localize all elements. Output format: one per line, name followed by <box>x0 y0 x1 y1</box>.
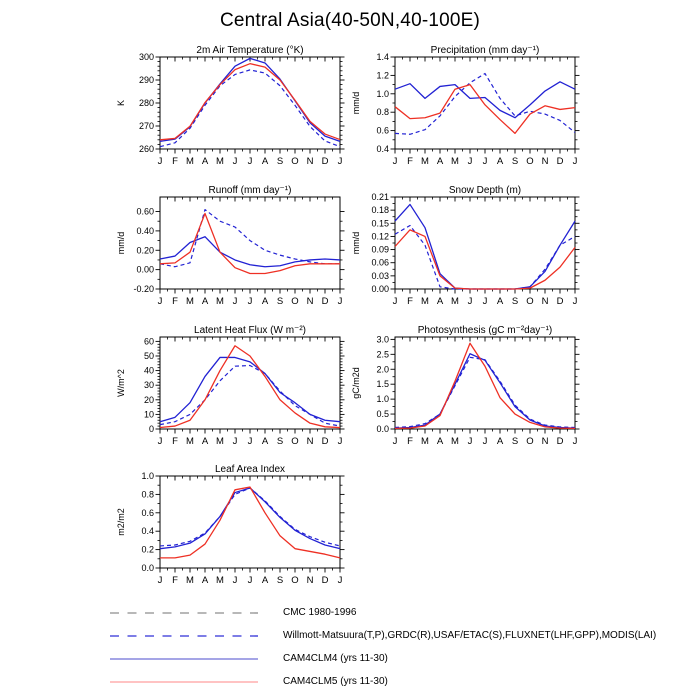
y-tick-label: 0.4 <box>141 526 154 537</box>
y-tick-label: 1.4 <box>376 52 389 62</box>
x-tick-label: J <box>482 436 488 447</box>
y-axis-label: mm/d <box>351 91 361 115</box>
x-tick-label: D <box>321 296 329 307</box>
series-cam4clm4 <box>160 357 340 421</box>
x-tick-label: S <box>511 436 519 447</box>
x-tick-label: J <box>232 296 238 307</box>
series-observations <box>160 365 340 426</box>
chart-title: 2m Air Temperature (°K) <box>196 45 304 56</box>
x-tick-label: D <box>556 156 564 167</box>
x-tick-label: A <box>496 156 504 167</box>
x-tick-label: J <box>247 296 253 307</box>
legend-label: CMC 1980-1996 <box>283 607 357 618</box>
y-tick-label: 0.09 <box>371 244 389 255</box>
x-tick-label: J <box>337 436 343 447</box>
chart-title: Leaf Area Index <box>214 464 286 475</box>
series-observations <box>160 70 340 147</box>
y-tick-label: 0.0 <box>376 424 389 434</box>
x-tick-label: J <box>247 156 253 167</box>
x-tick-label: N <box>306 436 314 447</box>
x-tick-label: A <box>261 156 269 167</box>
x-tick-label: J <box>247 436 253 447</box>
x-tick-label: A <box>436 296 444 307</box>
x-tick-label: J <box>482 156 488 167</box>
x-tick-label: D <box>321 156 329 167</box>
y-tick-label: 0.60 <box>136 206 154 217</box>
x-tick-label: N <box>306 296 314 307</box>
chart-title: Runoff (mm day⁻¹) <box>208 185 292 196</box>
y-tick-label: 60 <box>143 336 154 347</box>
y-axis-label: K <box>116 99 126 107</box>
x-tick-label: F <box>407 156 413 167</box>
x-tick-label: O <box>291 575 299 586</box>
y-tick-label: 30 <box>143 380 154 391</box>
series-cam4clm5 <box>160 487 340 558</box>
chart-svg <box>103 183 353 315</box>
x-tick-label: M <box>451 436 459 447</box>
x-tick-label: A <box>201 296 209 307</box>
y-tick-label: 0.40 <box>136 225 154 236</box>
x-tick-label: F <box>172 156 178 167</box>
legend-item-cmc <box>110 601 656 624</box>
y-axis-label: mm/d <box>351 231 361 255</box>
y-axis-label: W/m^2 <box>116 369 126 397</box>
chart-latent-heat-flux <box>103 323 353 455</box>
chart-title: Latent Heat Flux (W m⁻²) <box>194 325 306 336</box>
series-cam4clm4 <box>395 204 575 289</box>
plot-frame <box>395 197 575 289</box>
x-tick-label: J <box>247 575 253 586</box>
y-tick-label: 0.8 <box>141 489 154 500</box>
legend-item-observations <box>110 624 656 647</box>
y-tick-label: -0.20 <box>133 284 154 294</box>
y-tick-label: 0 <box>148 424 154 434</box>
y-tick-label: 1.2 <box>376 70 389 81</box>
y-tick-label: 0.00 <box>371 284 389 294</box>
x-tick-label: A <box>261 296 269 307</box>
x-tick-label: M <box>421 436 429 447</box>
x-tick-label: F <box>172 575 178 586</box>
x-tick-label: S <box>276 436 284 447</box>
x-tick-label: S <box>276 575 284 586</box>
chart-svg <box>103 323 353 455</box>
x-tick-label: J <box>467 436 473 447</box>
y-tick-label: 10 <box>143 409 154 420</box>
x-tick-label: D <box>556 436 564 447</box>
plot-frame <box>160 197 340 289</box>
legend-label: CAM4CLM4 (yrs 11-30) <box>283 653 388 664</box>
x-tick-label: J <box>572 296 578 307</box>
x-tick-label: F <box>407 296 413 307</box>
x-tick-label: S <box>276 156 284 167</box>
x-tick-label: M <box>216 436 224 447</box>
x-tick-label: J <box>157 436 163 447</box>
x-tick-label: M <box>451 296 459 307</box>
x-tick-label: F <box>172 296 178 307</box>
y-tick-label: 0.00 <box>136 264 154 275</box>
y-tick-label: 2.0 <box>376 364 389 375</box>
x-tick-label: M <box>216 156 224 167</box>
chart-title: Photosynthesis (gC m⁻²day⁻¹) <box>417 325 553 336</box>
y-tick-label: 0.2 <box>141 544 154 555</box>
y-tick-label: 260 <box>138 144 154 154</box>
series-observations <box>160 210 340 267</box>
x-tick-label: A <box>201 575 209 586</box>
x-tick-label: N <box>306 575 314 586</box>
y-tick-label: 40 <box>143 365 154 376</box>
y-tick-label: 1.0 <box>376 88 389 99</box>
chart-svg <box>103 462 353 594</box>
x-tick-label: J <box>337 156 343 167</box>
x-tick-label: O <box>291 156 299 167</box>
x-tick-label: F <box>407 436 413 447</box>
y-tick-label: 1.0 <box>376 394 389 405</box>
x-tick-label: M <box>186 156 194 167</box>
y-tick-label: 50 <box>143 350 154 361</box>
x-tick-label: A <box>496 436 504 447</box>
x-tick-label: M <box>451 156 459 167</box>
x-tick-label: A <box>261 575 269 586</box>
series-observations <box>160 488 340 546</box>
y-tick-label: 0.6 <box>376 125 389 136</box>
x-tick-label: N <box>541 156 549 167</box>
y-tick-label: 3.0 <box>376 334 389 345</box>
legend-item-cam4clm4 <box>110 647 656 670</box>
x-tick-label: N <box>541 296 549 307</box>
x-tick-label: M <box>186 296 194 307</box>
x-tick-label: N <box>306 156 314 167</box>
x-tick-label: J <box>337 575 343 586</box>
plot-frame <box>160 57 340 149</box>
chart-svg <box>338 183 588 315</box>
chart-leaf-area-index <box>103 462 353 594</box>
chart-photosynthesis <box>338 323 588 455</box>
x-tick-label: J <box>572 436 578 447</box>
y-tick-label: 270 <box>138 121 154 131</box>
x-tick-label: J <box>392 436 398 447</box>
x-tick-label: A <box>201 156 209 167</box>
series-cam4clm5 <box>395 85 575 134</box>
y-tick-label: 300 <box>138 52 154 62</box>
y-tick-label: 0.03 <box>371 270 389 281</box>
series-cam4clm5 <box>395 343 575 428</box>
x-tick-label: M <box>421 296 429 307</box>
x-tick-label: M <box>216 575 224 586</box>
x-tick-label: J <box>337 296 343 307</box>
x-tick-label: J <box>232 436 238 447</box>
y-tick-label: 0.21 <box>371 192 389 202</box>
x-tick-label: J <box>157 296 163 307</box>
x-tick-label: M <box>186 436 194 447</box>
x-tick-label: O <box>526 296 534 307</box>
chart-air-temperature <box>103 43 353 175</box>
chart-runoff <box>103 183 353 315</box>
legend-label: CAM4CLM5 (yrs 11-30) <box>283 676 388 687</box>
legend-line-sample <box>110 654 258 664</box>
y-tick-label: 2.5 <box>376 349 389 360</box>
chart-svg <box>338 323 588 455</box>
x-tick-label: A <box>436 436 444 447</box>
y-tick-label: 290 <box>138 75 154 85</box>
x-tick-label: O <box>526 156 534 167</box>
legend-line-sample <box>110 608 258 618</box>
y-axis-label: mm/d <box>116 231 126 255</box>
x-tick-label: S <box>511 156 519 167</box>
plot-frame <box>395 337 575 429</box>
x-tick-label: J <box>482 296 488 307</box>
y-tick-label: 0.15 <box>371 218 389 229</box>
y-tick-label: 0.06 <box>371 257 389 268</box>
x-tick-label: J <box>392 296 398 307</box>
legend-label: Willmott-Matsuura(T,P),GRDC(R),USAF/ETAC(S),FLUXNET(LHF,GPP),MODIS(LAI) <box>283 630 657 641</box>
y-tick-label: 0.12 <box>371 231 389 242</box>
x-tick-label: J <box>572 156 578 167</box>
x-tick-label: J <box>232 156 238 167</box>
legend-item-cam4clm5 <box>110 670 656 693</box>
plot-frame <box>160 476 340 568</box>
y-tick-label: 20 <box>143 394 154 405</box>
x-tick-label: A <box>436 156 444 167</box>
x-tick-label: J <box>467 296 473 307</box>
x-tick-label: F <box>172 436 178 447</box>
chart-svg <box>338 43 588 175</box>
x-tick-label: J <box>467 156 473 167</box>
y-tick-label: 0.0 <box>141 563 154 573</box>
y-tick-label: 0.6 <box>141 507 154 518</box>
y-tick-label: 0.5 <box>376 409 389 420</box>
chart-title: Precipitation (mm day⁻¹) <box>430 45 540 56</box>
x-tick-label: D <box>556 296 564 307</box>
figure-title: Central Asia(40-50N,40-100E) <box>219 10 481 31</box>
x-tick-label: O <box>291 436 299 447</box>
series-cam4clm5 <box>160 64 340 140</box>
legend-line-sample <box>110 631 258 641</box>
chart-title: Snow Depth (m) <box>448 185 522 196</box>
x-tick-label: A <box>496 296 504 307</box>
y-tick-label: 0.8 <box>376 107 389 118</box>
y-axis-label: m2/m2 <box>116 508 126 536</box>
figure-legend <box>110 601 656 693</box>
x-tick-label: N <box>541 436 549 447</box>
y-tick-label: 1.5 <box>376 379 389 390</box>
y-tick-label: 0.4 <box>376 144 389 154</box>
x-tick-label: M <box>186 575 194 586</box>
x-tick-label: A <box>261 436 269 447</box>
plot-frame <box>395 57 575 149</box>
x-tick-label: J <box>392 156 398 167</box>
y-tick-label: 0.20 <box>136 245 154 256</box>
x-tick-label: O <box>526 436 534 447</box>
series-observations <box>395 357 575 427</box>
x-tick-label: M <box>216 296 224 307</box>
series-cam4clm4 <box>395 82 575 118</box>
series-cam4clm5 <box>395 230 575 289</box>
y-tick-label: 280 <box>138 98 154 108</box>
x-tick-label: J <box>232 575 238 586</box>
x-tick-label: O <box>291 296 299 307</box>
chart-svg <box>103 43 353 175</box>
y-axis-label: gC/m2d <box>351 367 361 399</box>
chart-precipitation <box>338 43 588 175</box>
x-tick-label: S <box>276 296 284 307</box>
y-tick-label: 1.0 <box>141 471 154 481</box>
x-tick-label: J <box>157 156 163 167</box>
x-tick-label: D <box>321 436 329 447</box>
legend-line-sample <box>110 677 258 687</box>
series-cam4clm4 <box>160 488 340 549</box>
x-tick-label: D <box>321 575 329 586</box>
series-cam4clm4 <box>395 354 575 428</box>
x-tick-label: S <box>511 296 519 307</box>
y-tick-label: 0.18 <box>371 205 389 216</box>
chart-snow-depth <box>338 183 588 315</box>
x-tick-label: A <box>201 436 209 447</box>
x-tick-label: J <box>157 575 163 586</box>
x-tick-label: M <box>421 156 429 167</box>
